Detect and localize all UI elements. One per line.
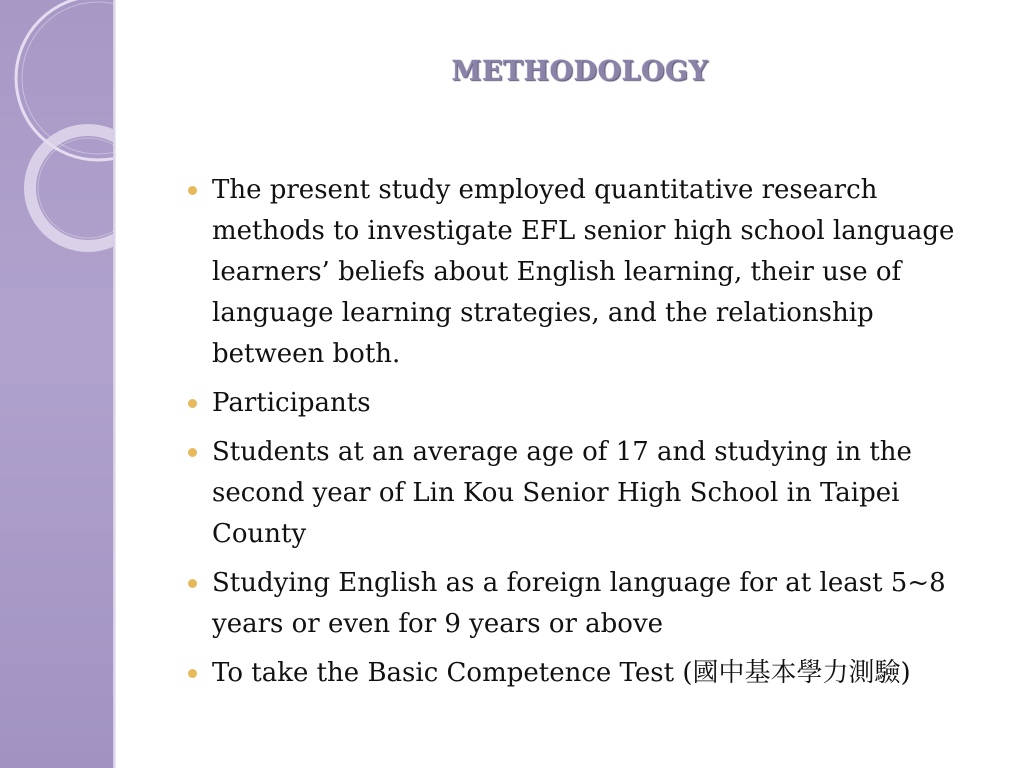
bullet-text: To take the Basic Competence Test (國中基本學力測驗) [212, 658, 911, 688]
side-panel-edge [113, 0, 116, 768]
bullet-dot-icon [188, 186, 197, 195]
bullet-item [188, 653, 988, 694]
decorative-circles-icon [0, 0, 113, 768]
bullet-text: The present study employed quantitative research methods to investigate EFL senior high school language learners’ beliefs about English learning, their use of language learning strategies, and the relationship between both. [212, 175, 955, 369]
bullet-item [188, 432, 988, 555]
decorative-circle-small [30, 130, 113, 246]
bullet-item [188, 383, 988, 424]
bullet-dot-icon [188, 579, 197, 588]
bullet-item [188, 170, 988, 375]
bullet-dot-icon [188, 448, 197, 457]
bullet-text: Studying English as a foreign language for at least 5~8 years or even for 9 years or above [212, 568, 946, 639]
slide-title: METHODOLOGY [451, 56, 709, 87]
bullet-list [188, 170, 988, 702]
bullet-item [188, 563, 988, 645]
bullet-text: Participants [212, 388, 371, 418]
decorative-side-panel [0, 0, 113, 768]
bullet-dot-icon [188, 399, 197, 408]
bullet-text: Students at an average age of 17 and studying in the second year of Lin Kou Senior High School in Taipei County [212, 437, 912, 549]
bullet-dot-icon [188, 669, 197, 678]
